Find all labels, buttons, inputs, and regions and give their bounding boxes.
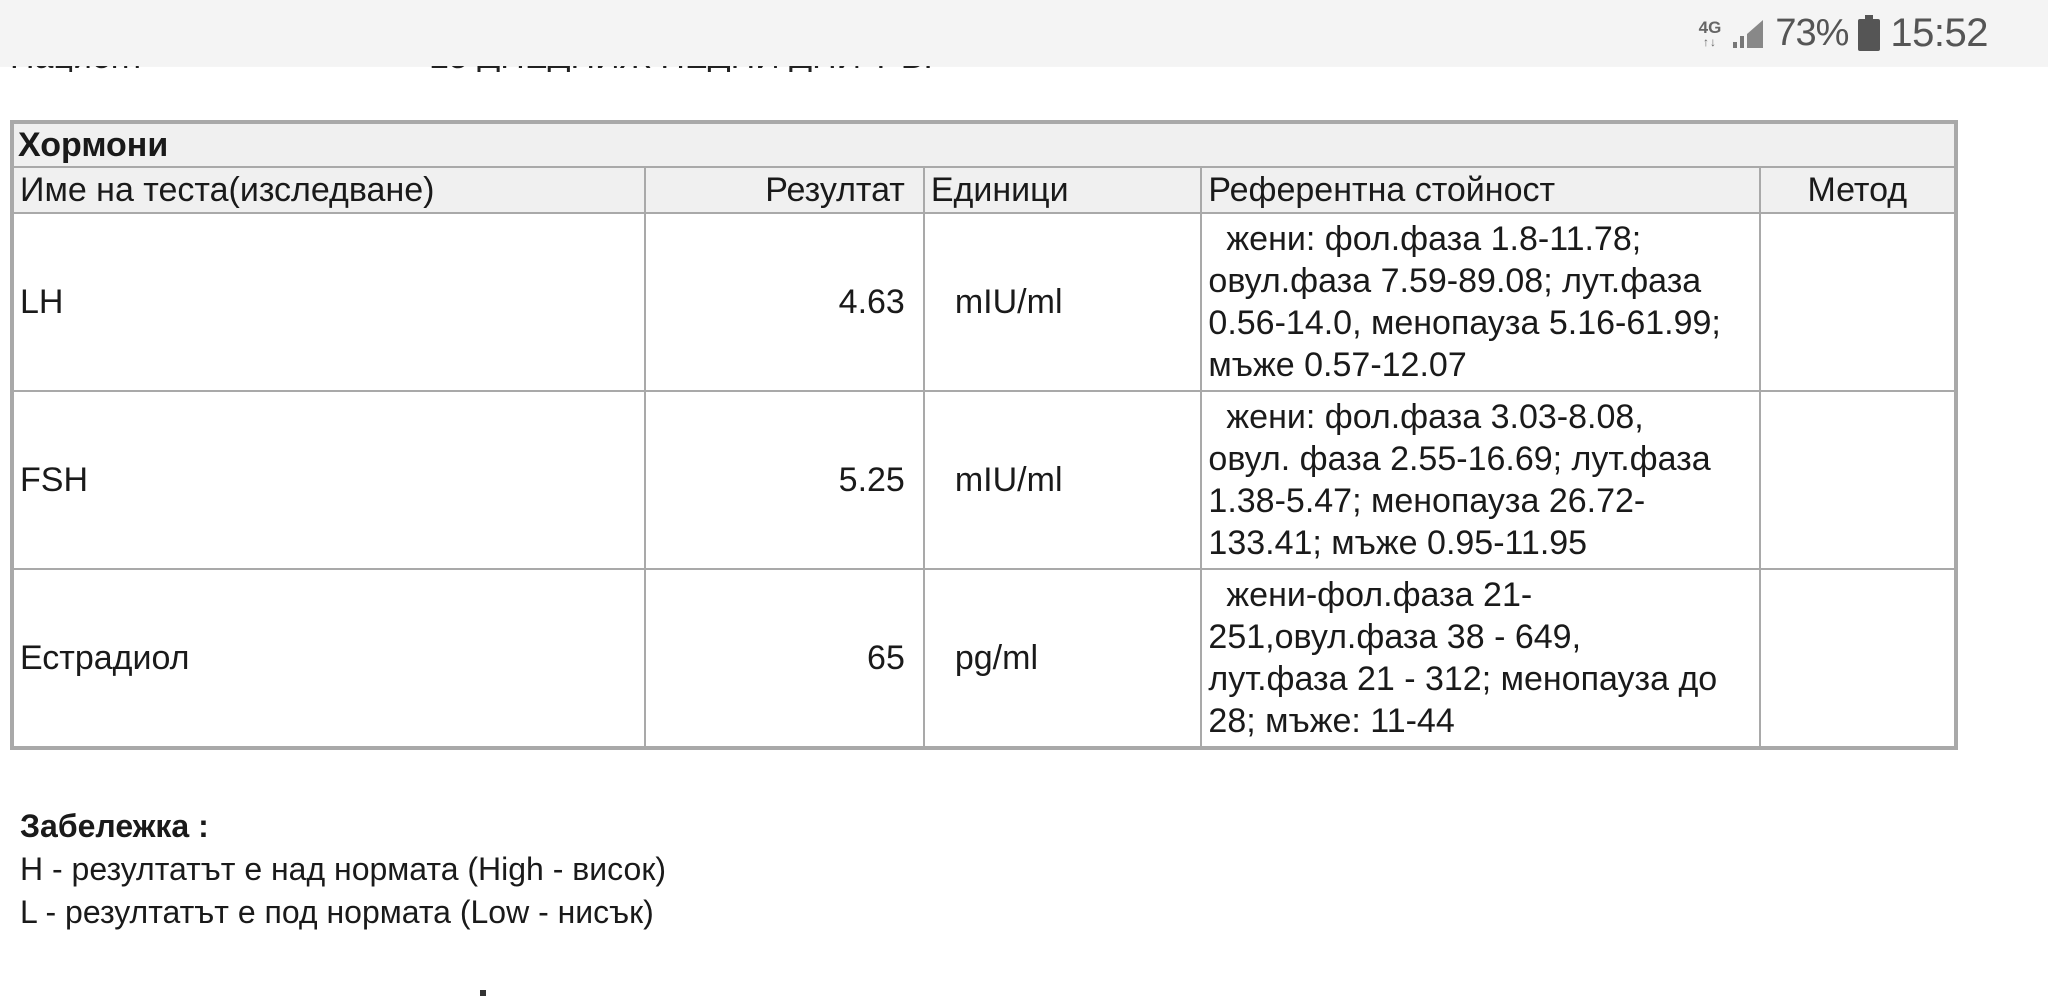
result-cell: 65 [645, 569, 924, 748]
status-indicators [1699, 0, 1988, 66]
test-name-cell: LH [12, 213, 645, 391]
table-column-headers [12, 167, 1956, 213]
reference-line: жени-фол.фаза 21- [1226, 576, 1533, 614]
cutoff-text-fragment [480, 990, 486, 996]
result-cell: 4.63 [645, 213, 924, 391]
units-cell: pg/ml [924, 569, 1202, 748]
reference-line: овул.фаза 7.59-89.08; лут.фаза [1208, 262, 1702, 300]
reference-line: 1.38-5.47; менопауза 26.72- [1208, 482, 1646, 520]
column-header-units: Единици [924, 167, 1202, 213]
reference-line: 28; мъже: 11-44 [1208, 702, 1455, 740]
reference-line: 0.56-14.0, менопауза 5.16-61.99; [1208, 304, 1721, 342]
method-cell [1760, 391, 1956, 569]
reference-cell [1201, 213, 1759, 391]
battery-icon [1858, 15, 1880, 51]
network-activity-arrows: ↑↓ [1702, 34, 1717, 49]
note-title: Забележка : [20, 808, 209, 844]
test-name-cell: Естрадиол [12, 569, 645, 748]
reference-line: 133.41; мъже 0.95-11.95 [1208, 524, 1588, 562]
reference-cell [1201, 391, 1759, 569]
status-bar [0, 0, 2048, 66]
note-line-low: L - резултатът е под нормата (Low - нисък) [20, 894, 654, 930]
method-cell [1760, 569, 1956, 748]
note-section [20, 805, 666, 934]
units-cell: mIU/ml [924, 213, 1202, 391]
test-name-cell: FSH [12, 391, 645, 569]
table-group-header [12, 122, 1956, 167]
reference-line: жени: фол.фаза 3.03-8.08, [1226, 398, 1644, 436]
reference-line: лут.фаза 21 - 312; менопауза до [1208, 660, 1718, 698]
battery-percentage: 73% [1775, 11, 1849, 54]
group-title: Хормони [12, 122, 1956, 167]
units-cell: mIU/ml [924, 391, 1202, 569]
reference-line: 251,овул.фаза 38 - 649, [1208, 618, 1582, 656]
column-header-reference: Референтна стойност [1201, 167, 1759, 213]
column-header-result: Резултат [645, 167, 924, 213]
note-line-high: H - резултатът е над нормата (High - висок) [20, 851, 666, 887]
network-type-label: 4G [1698, 17, 1722, 37]
column-header-method: Метод [1760, 167, 1956, 213]
table-row [12, 391, 1956, 569]
signal-strength-icon [1731, 16, 1765, 50]
reference-line: мъже 0.57-12.07 [1208, 346, 1467, 384]
reference-line: жени: фол.фаза 1.8-11.78; [1226, 220, 1642, 258]
table-row [12, 569, 1956, 748]
result-cell: 5.25 [645, 391, 924, 569]
reference-line: овул. фаза 2.55-16.69; лут.фаза [1208, 440, 1711, 478]
reference-cell [1201, 569, 1759, 748]
hormones-results-table [10, 120, 1958, 750]
network-type-indicator [1699, 19, 1722, 48]
table-row [12, 213, 1956, 391]
column-header-test-name: Име на теста(изследване) [12, 167, 645, 213]
method-cell [1760, 213, 1956, 391]
clock: 15:52 [1890, 10, 1988, 55]
